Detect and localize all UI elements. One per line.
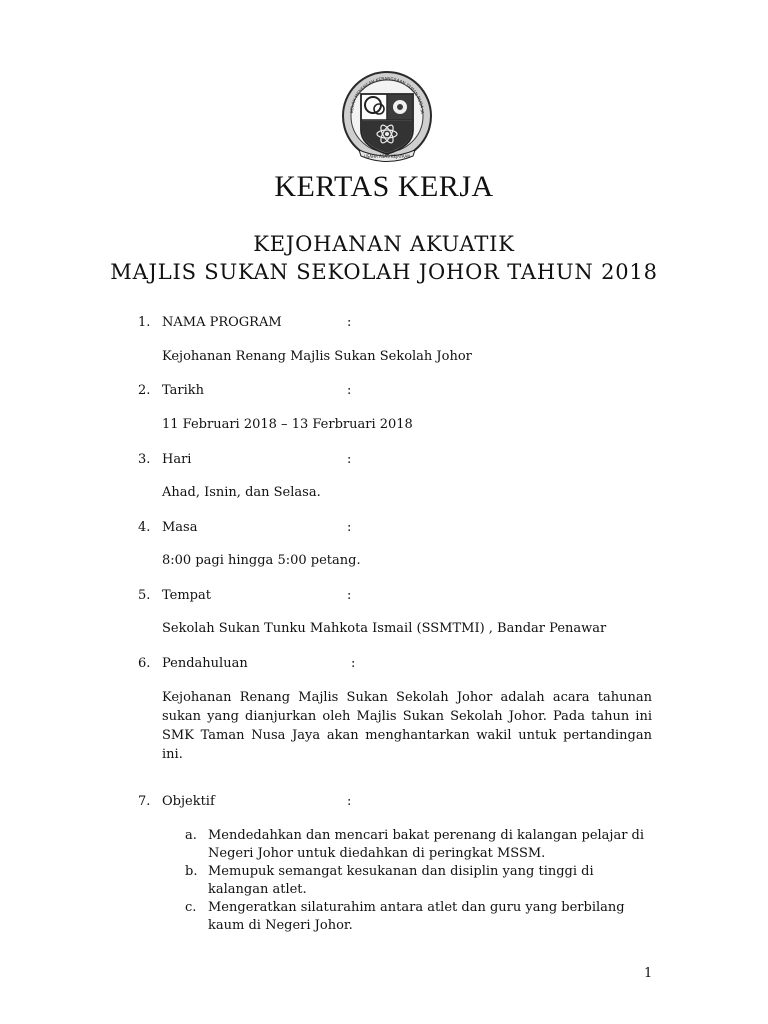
section-colon: :: [347, 452, 352, 467]
section-value: Kejohanan Renang Majlis Sukan Sekolah Johor: [162, 349, 472, 364]
section-number: 5.: [138, 588, 151, 603]
section-value: 11 Februari 2018 – 13 Ferbruari 2018: [162, 417, 413, 432]
list-item: [185, 899, 655, 935]
list-marker: b.: [185, 864, 198, 879]
list-item-text: Memupuk semangat kesukanan dan disiplin yang tinggi di kalangan atlet.: [208, 864, 594, 897]
list-marker: a.: [185, 828, 197, 843]
section-value: Sekolah Sukan Tunku Mahkota Ismail (SSMTMI) , Bandar Penawar: [162, 621, 607, 636]
section-label: Tempat: [162, 588, 211, 603]
document-title: KERTAS KERJA: [274, 170, 494, 203]
objectives-list: [185, 827, 655, 935]
section-colon: :: [347, 383, 352, 398]
section-number: 6.: [138, 656, 151, 671]
section-label: Masa: [162, 520, 198, 535]
document-subtitle-line1: KEJOHANAN AKUATIK: [253, 232, 515, 256]
section-label: Pendahuluan: [162, 656, 248, 671]
section-label: Tarikh: [162, 383, 205, 398]
section-value: 8:00 pagi hingga 5:00 petang.: [162, 553, 361, 568]
section-value: Ahad, Isnin, dan Selasa.: [162, 485, 321, 500]
section-number: 1.: [138, 315, 151, 330]
page-number: 1: [644, 966, 653, 981]
section-label: NAMA PROGRAM: [162, 315, 282, 330]
section-colon: :: [347, 520, 352, 535]
section-number: 2.: [138, 383, 151, 398]
section-colon: :: [347, 588, 352, 603]
list-item: [185, 827, 655, 863]
section-paragraph: Kejohanan Renang Majlis Sukan Sekolah Johor adalah acara tahunan sukan yang dianjurkan oleh Majlis Sukan Sekolah Johor. Pada tahun ini SMK Taman Nusa Jaya akan menghantarkan wakil untuk pertandingan ini.: [162, 690, 652, 762]
document-subtitle-line2: MAJLIS SUKAN SEKOLAH JOHOR TAHUN 2018: [110, 260, 658, 284]
svg-text:SEKOLAH MENENGAH KEBANGSAAN TA: KOLAH MENENGAH KEBANGSAAN TAMAN NUSA JA: [348, 75, 426, 114]
section-label: Hari: [162, 452, 192, 467]
list-item-text: Mendedahkan dan mencari bakat perenang di kalangan pelajar di Negeri Johor untuk diedahkan di peringkat MSSM.: [208, 828, 645, 861]
school-emblem-logo: [341, 70, 433, 170]
section-number: 7.: [138, 794, 151, 809]
section-label: Objektif: [162, 794, 215, 809]
list-item-text: Mengeratkan silaturahim antara atlet dan guru yang berbilang kaum di Negeri Johor.: [208, 900, 625, 933]
section-colon: :: [351, 656, 356, 671]
section-colon: :: [347, 794, 352, 809]
list-item: [185, 863, 655, 899]
section-number: 4.: [138, 520, 151, 535]
section-number: 3.: [138, 452, 151, 467]
section-colon: :: [347, 315, 352, 330]
svg-text:USAHA ASAS KEJAYAAN: USAHA ASAS KEJAYAAN: [363, 154, 411, 159]
list-marker: c.: [185, 900, 197, 915]
